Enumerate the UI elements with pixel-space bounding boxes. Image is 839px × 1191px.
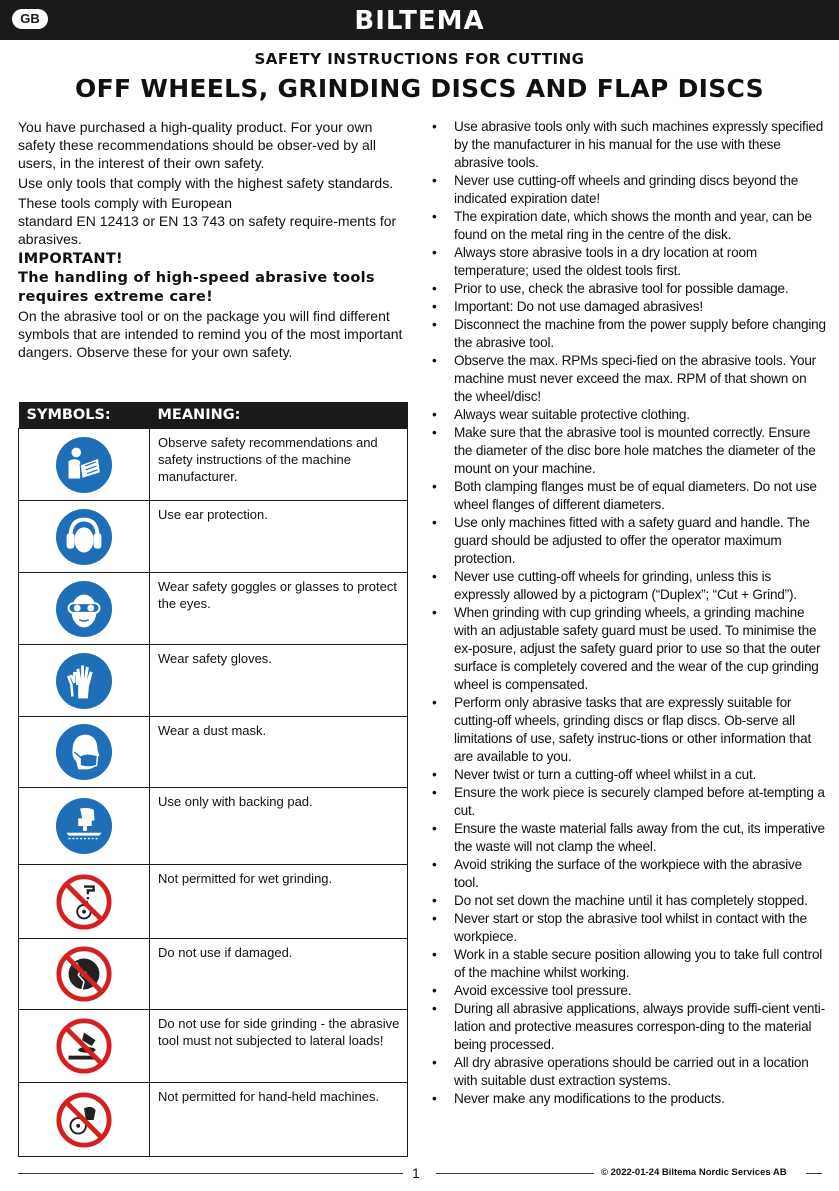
list-item: • Do not set down the machine until it has completely stopped. <box>432 892 826 910</box>
footer-divider <box>436 1173 594 1174</box>
table-row <box>19 939 408 1010</box>
list-item: • Avoid striking the surface of the workpiece with the abrasive tool. <box>432 856 826 892</box>
list-item: • Disconnect the machine from the power supply before changing the abrasive tool. <box>432 316 826 352</box>
intro-paragraph: Use only tools that comply with the highest safety standards. <box>18 175 394 191</box>
list-item: • Ensure the waste material falls away from the cut, its imperative the waste will not clamp the wheel. <box>432 820 826 856</box>
list-item: • Use only machines fitted with a safety guard and handle. The guard should be adjusted to offer the operator maximum protection. <box>432 514 826 568</box>
list-item: • Ensure the work piece is securely clamped before at-tempting a cut. <box>432 784 826 820</box>
list-item: • Perform only abrasive tasks that are expressly suitable for cutting-off wheels, grinding discs or flap discs. Ob-serve all limitations of use, safety instruc-tions or other information that are available to you. <box>432 694 826 766</box>
list-item: • Never use cutting-off wheels and grinding discs beyond the indicated expiration date! <box>432 172 826 208</box>
symbol-cell <box>19 788 150 865</box>
page-number: 1 <box>412 1165 420 1181</box>
table-row <box>19 1083 408 1157</box>
no-hand-held-icon <box>55 1091 113 1149</box>
intro-paragraph: On the abrasive tool or on the package you will find different symbols that are intended to remind you of the most important dangers. Observe these for your own safety. <box>18 308 403 360</box>
list-item: • Always store abrasive tools in a dry location at room temperature; used the oldest tools first. <box>432 244 826 280</box>
meaning-cell: Wear a dust mask. <box>150 717 408 788</box>
ear-protection-icon <box>55 508 113 566</box>
list-item: • Never use cutting-off wheels for grinding, unless this is expressly allowed by a pictogram (“Duplex”; “Cut + Grind”). <box>432 568 826 604</box>
backing-pad-icon <box>55 797 113 855</box>
list-item: • All dry abrasive operations should be carried out in a location with suitable dust extraction systems. <box>432 1054 826 1090</box>
meaning-cell: Observe safety recommendations and safety instructions of the machine manufacturer. <box>150 429 408 501</box>
safety-goggles-icon <box>55 580 113 638</box>
brand-logo: BILTEMA <box>354 6 485 36</box>
document-title: OFF WHEELS, GRINDING DISCS AND FLAP DISCS <box>75 74 764 103</box>
list-item: • Important: Do not use damaged abrasives! <box>432 298 826 316</box>
important-heading: IMPORTANT! <box>18 251 123 267</box>
intro-paragraph: You have purchased a high-quality product. For your own safety these recommendations should be obser-ved by all users, in the interest of their own safety. <box>18 119 376 171</box>
meaning-cell: Do not use if damaged. <box>150 939 408 1010</box>
list-item: • The expiration date, which shows the month and year, can be found on the metal ring in the centre of the disk. <box>432 208 826 244</box>
symbol-cell <box>19 429 150 501</box>
table-row <box>19 573 408 645</box>
symbols-column-header: SYMBOLS: <box>19 402 150 429</box>
footer-divider <box>806 1173 822 1174</box>
meaning-cell: Not permitted for hand-held machines. <box>150 1083 408 1157</box>
bullet-list <box>432 118 826 1108</box>
list-item: • When grinding with cup grinding wheels, a grinding machine with an adjustable safety guard must be used. To minimise the ex-posure, adjust the safety guard prior to use so that the outer surface is completely covered and the wear of the cup grinding wheel is compensated. <box>432 604 826 694</box>
list-item: • Never twist or turn a cutting-off wheel whilst in a cut. <box>432 766 826 784</box>
symbol-cell <box>19 865 150 939</box>
list-item: • Never make any modifications to the products. <box>432 1090 826 1108</box>
list-item: • Work in a stable secure position allowing you to take full control of the machine whilst working. <box>432 946 826 982</box>
no-side-grinding-icon <box>55 1017 113 1075</box>
list-item: • Use abrasive tools only with such machines expressly specified by the manufacturer in his manual for the use with these abrasive tools. <box>432 118 826 172</box>
list-item: • Never start or stop the abrasive tool whilst in contact with the workpiece. <box>432 910 826 946</box>
important-warning: The handling of high-speed abrasive tools requires extreme care! <box>18 270 375 305</box>
list-item: • Make sure that the abrasive tool is mounted correctly. Ensure the diameter of the disc bore hole matches the diameter of the mount on your machine. <box>432 424 826 478</box>
symbol-cell <box>19 939 150 1010</box>
intro-paragraph: These tools comply with European <box>18 195 232 211</box>
footer-divider <box>18 1173 403 1174</box>
meaning-cell: Use only with backing pad. <box>150 788 408 865</box>
list-item: • Both clamping flanges must be of equal diameters. Do not use wheel flanges of different diameters. <box>432 478 826 514</box>
document-subtitle: SAFETY INSTRUCTIONS FOR CUTTING <box>254 50 585 68</box>
no-damaged-icon <box>55 945 113 1003</box>
table-header <box>19 402 408 429</box>
meaning-cell: Wear safety goggles or glasses to protect the eyes. <box>150 573 408 645</box>
symbol-cell <box>19 1083 150 1157</box>
table-row <box>19 717 408 788</box>
dust-mask-icon <box>55 723 113 781</box>
intro-paragraph: standard EN 12413 or EN 13 743 on safety require-ments for abrasives. <box>18 213 397 247</box>
top-bar <box>0 0 839 40</box>
list-item: • During all abrasive applications, always provide suffi-cient venti-lation and protective measures correspon-ding to the material being processed. <box>432 1000 826 1054</box>
symbols-table <box>18 402 408 1157</box>
table-row <box>19 429 408 501</box>
list-item: • Avoid excessive tool pressure. <box>432 982 826 1000</box>
symbol-cell <box>19 501 150 573</box>
safety-gloves-icon <box>55 652 113 710</box>
table-row <box>19 501 408 573</box>
list-item: • Observe the max. RPMs speci-fied on the abrasive tools. Your machine must never exceed the max. RPM of that shown on the wheel/disc! <box>432 352 826 406</box>
symbol-cell <box>19 645 150 717</box>
symbol-cell <box>19 573 150 645</box>
copyright-notice: © 2022-01-24 Biltema Nordic Services AB <box>601 1167 787 1178</box>
table-row <box>19 865 408 939</box>
safety-instructions-list <box>432 118 826 1108</box>
table-row <box>19 645 408 717</box>
meaning-cell: Wear safety gloves. <box>150 645 408 717</box>
read-manual-icon <box>55 436 113 494</box>
intro-section <box>18 118 410 363</box>
language-badge: GB <box>12 9 48 29</box>
meaning-cell: Not permitted for wet grinding. <box>150 865 408 939</box>
list-item: • Always wear suitable protective clothing. <box>432 406 826 424</box>
table-row <box>19 1010 408 1083</box>
no-wet-grinding-icon <box>55 873 113 931</box>
list-item: • Prior to use, check the abrasive tool for possible damage. <box>432 280 826 298</box>
table-row <box>19 788 408 865</box>
symbol-cell <box>19 1010 150 1083</box>
meaning-cell: Do not use for side grinding - the abrasive tool must not subjected to lateral loads! <box>150 1010 408 1083</box>
meaning-column-header: MEANING: <box>150 402 408 429</box>
meaning-cell: Use ear protection. <box>150 501 408 573</box>
symbol-cell <box>19 717 150 788</box>
